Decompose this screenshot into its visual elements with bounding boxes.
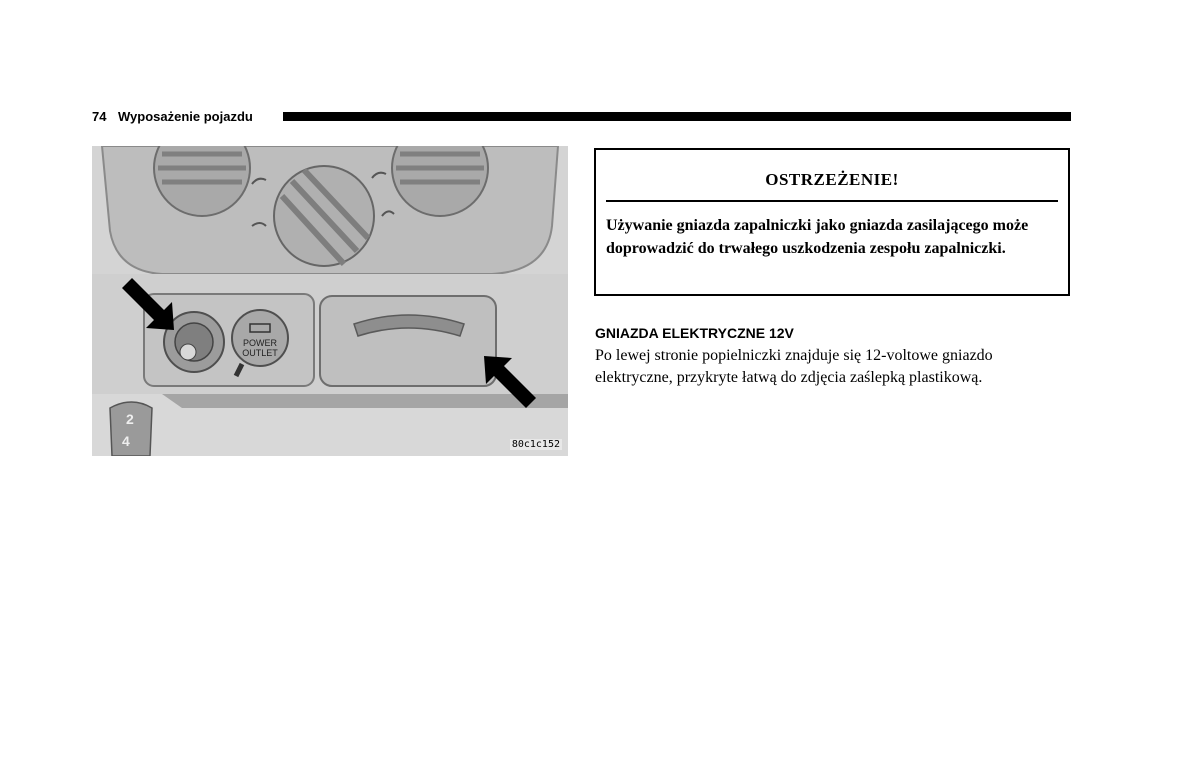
dashboard-illustration (92, 146, 568, 456)
figure-code: 80c1c152 (511, 439, 560, 450)
outlet-label-line1: POWER (242, 338, 278, 348)
section-body: Po lewej stronie popielniczki znajduje się 12-voltowe gniazdo elektryczne, przykryte łatwą do zdjęcia zaślepką plastikową. (595, 347, 993, 386)
warning-box (594, 148, 1070, 296)
gear-2-label: 2 (126, 411, 134, 427)
section-title: Wyposażenie pojazdu (118, 109, 253, 124)
outlet-label-line2: OUTLET (242, 348, 278, 358)
section-heading: GNIAZDA ELEKTRYCZNE 12V (595, 325, 794, 341)
ashtray (320, 296, 496, 386)
warning-text: Używanie gniazda zapalniczki jako gniazda zasilającego może doprowadzić do trwałego uszkodzenia zespołu zapalniczki. (606, 217, 1029, 257)
warning-divider (606, 200, 1058, 202)
header-rule (283, 112, 1071, 121)
dashboard-drawing (92, 146, 568, 456)
gear-4-label: 4 (122, 433, 130, 449)
warning-title: OSTRZEŻENIE! (765, 170, 899, 189)
page-number: 74 (92, 109, 107, 124)
page-header (92, 108, 1072, 128)
